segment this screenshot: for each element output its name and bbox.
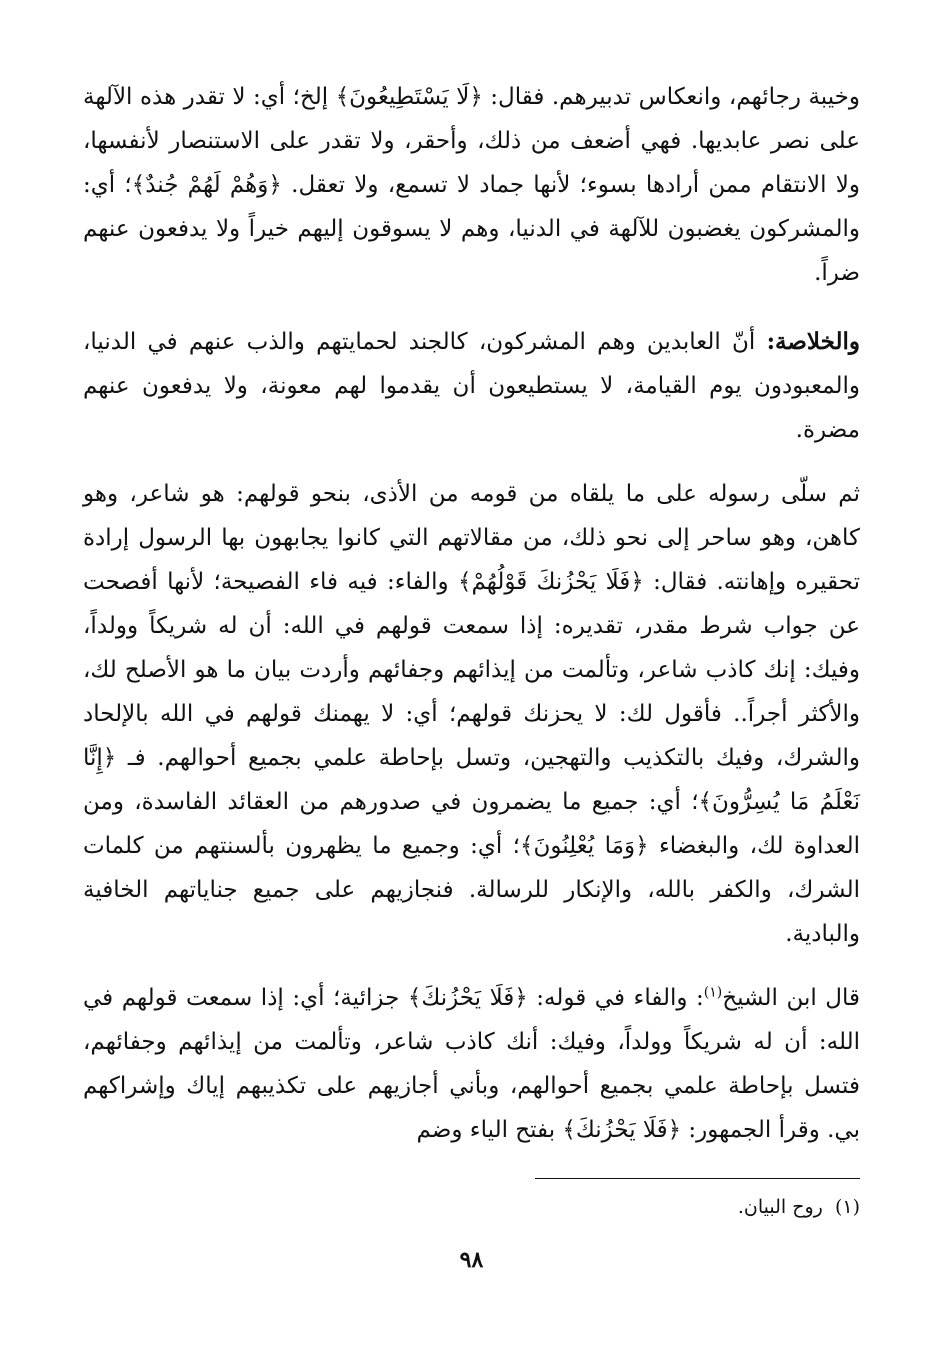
paragraph-2-summary [83, 320, 860, 452]
page-number: ٩٨ [459, 1247, 484, 1273]
footnote [83, 1192, 860, 1222]
footnote-text: روح البيان. [737, 1196, 823, 1218]
footnote-number: (١) [834, 1196, 860, 1218]
paragraph-4-body: : والفاء في قوله: ﴿فَلَا يَحْزُنكَ﴾ جزائية؛ أي: إذا سمعت قولهم في الله: أن له شريكاً وولداً، وفيك: أنك كاذب شاعر، وتألمت من إيذائهم وجفائهم، فتسل بإحاطة علمي بجميع أحوالهم، وبأني أجازيهم على تكذيبهم إياك وإشراكهم بي. وقرأ الجمهور: ﴿فَلَا يَحْزُنكَ﴾ بفتح الياء وضم [83, 985, 860, 1143]
summary-text: أنّ العابدين وهم المشركون، كالجند لحمايتهم والذب عنهم في الدنيا، والمعبودون يوم القيامة، لا يستطيعون أن يقدموا لهم معونة، ولا يدفعون عنهم مضرة. [83, 329, 860, 443]
paragraph-4 [83, 976, 860, 1152]
paragraph-3: ثم سلّى رسوله على ما يلقاه من قومه من الأذى، بنحو قولهم: هو شاعر، وهو كاهن، وهو ساحر إلى نحو ذلك، من مقالاتهم التي كانوا يجابهون بها الرسول إرادة تحقيره وإهانته. فقال: ﴿فَلَا يَحْزُنكَ قَوْلُهُمْ﴾ والفاء: فيه فاء الفصيحة؛ لأنها أفصحت عن جواب شرط مقدر، تقديره: إذا سمعت قولهم في الله: أن له شريكاً وولداً، وفيك: إنك كاذب شاعر، وتألمت من إيذائهم وجفائهم وأردت بيان ما هو الأصلح لك، والأكثر أجراً.. فأقول لك: لا يحزنك قولهم؛ أي: لا يهمنك قولهم في الله بالإلحاد والشرك، وفيك بالتكذيب والتهجين، وتسل بإحاطة علمي بجميع أحوالهم. فـ ﴿إِنَّا نَعْلَمُ مَا يُسِرُّونَ﴾؛ أي: جميع ما يضمرون في صدورهم من العقائد الفاسدة، ومن العداوة لك، والبغضاء ﴿وَمَا يُعْلِنُونَ﴾؛ أي: وجميع ما يظهرون بألسنتهم من كلمات الشرك، والكفر بالله، والإنكار للرسالة. فنجازيهم على جميع جناياتهم الخافية والبادية. [83, 481, 860, 947]
paragraph-4-opening: قال ابن الشيخ [722, 985, 860, 1011]
summary-term: والخلاصة: [766, 328, 860, 355]
footnote-divider [535, 1178, 860, 1179]
footnote-reference: (١) [703, 984, 723, 1001]
paragraph-1: وخيبة رجائهم، وانعكاس تدبيرهم. فقال: ﴿لَا يَسْتَطِيعُونَ﴾ إلخ؛ أي: لا تقدر هذه الآلهة على نصر عابديها. فهي أضعف من ذلك، وأحقر، ولا تقدر على الاستنصار لأنفسها، ولا الانتقام ممن أرادها بسوء؛ لأنها جماد لا تسمع، ولا تعقل. ﴿وَهُمْ لَهُمْ جُندٌ﴾؛ أي: والمشركون يغضبون للآلهة في الدنيا، وهم لا يسوقون إليهم خيراً ولا يدفعون عنهم ضراً. [83, 84, 860, 286]
